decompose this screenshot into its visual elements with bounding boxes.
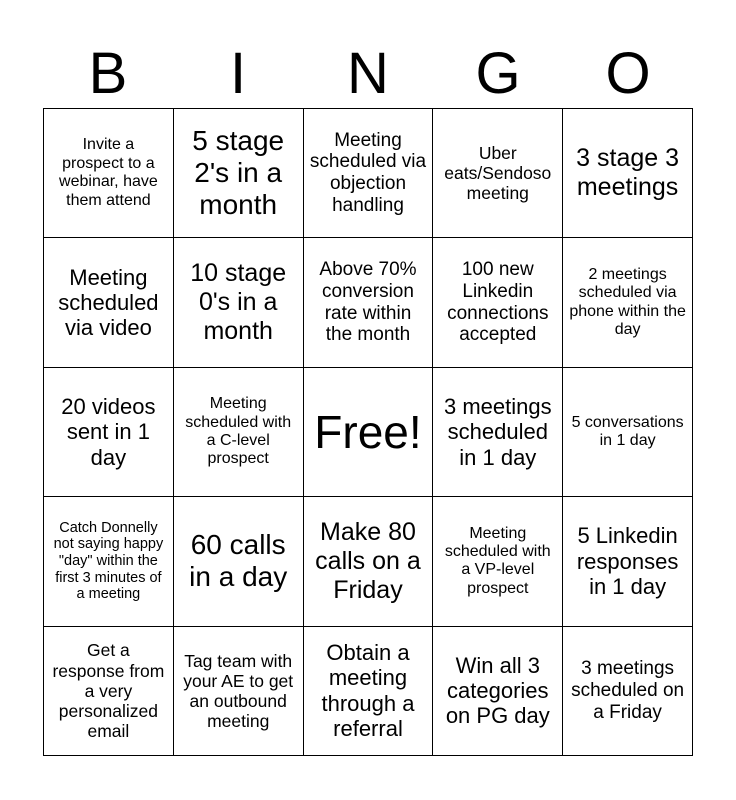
cell-text: 20 videos sent in 1 day bbox=[61, 394, 156, 470]
cell-text: Above 70% conversion rate within the month bbox=[319, 258, 417, 346]
cell-text: 60 calls in a day bbox=[189, 529, 288, 593]
bingo-cell-r5c3[interactable] bbox=[304, 627, 434, 756]
bingo-cell-r2c1[interactable] bbox=[44, 238, 174, 367]
header-letter-n: N bbox=[347, 41, 389, 106]
cell-text: Invite a prospect to a webinar, have them attend bbox=[59, 136, 158, 209]
cell-text: 2 meetings scheduled via phone within the day bbox=[569, 265, 686, 338]
cell-text: 3 stage 3 meetings bbox=[576, 144, 680, 202]
bingo-cell-r5c5[interactable] bbox=[563, 627, 693, 756]
bingo-cell-r4c3[interactable] bbox=[304, 497, 434, 626]
cell-text: 10 stage 0's in a month bbox=[190, 259, 287, 345]
bingo-cell-r5c1[interactable] bbox=[44, 627, 174, 756]
bingo-cell-r1c1[interactable] bbox=[44, 109, 174, 238]
bingo-grid bbox=[43, 108, 693, 756]
cell-text: Tag team with your AE to get an outbound meeting bbox=[183, 650, 294, 731]
cell-text: 3 meetings scheduled in 1 day bbox=[443, 394, 552, 470]
header-letter-g: G bbox=[475, 41, 521, 106]
cell-text: Meeting scheduled with a C-level prospect bbox=[185, 395, 292, 468]
bingo-cell-r3c5[interactable] bbox=[563, 368, 693, 497]
bingo-cell-r5c4[interactable] bbox=[433, 627, 563, 756]
bingo-cell-r3c1[interactable] bbox=[44, 368, 174, 497]
cell-text: Meeting scheduled via objection handling bbox=[309, 129, 427, 217]
cell-text: Win all 3 categories on PG day bbox=[445, 652, 550, 729]
bingo-cell-r1c4[interactable] bbox=[433, 109, 563, 238]
bingo-cell-r2c5[interactable] bbox=[563, 238, 693, 367]
bingo-cell-r4c1[interactable] bbox=[44, 497, 174, 626]
cell-text: 5 conversations in 1 day bbox=[571, 413, 684, 449]
bingo-cell-r1c5[interactable] bbox=[563, 109, 693, 238]
cell-text: Obtain a meeting through a referral bbox=[321, 640, 415, 742]
cell-text: 5 Linkedin responses in 1 day bbox=[576, 523, 679, 600]
cell-text: Make 80 calls on a Friday bbox=[315, 518, 421, 604]
bingo-cell-r1c3[interactable] bbox=[304, 109, 434, 238]
header-letter-o: O bbox=[605, 41, 651, 106]
cell-text: Meeting scheduled with a VP-level prospect bbox=[444, 524, 551, 597]
bingo-cell-r2c4[interactable] bbox=[433, 238, 563, 367]
bingo-cell-r4c4[interactable] bbox=[433, 497, 563, 626]
bingo-header bbox=[43, 40, 693, 108]
cell-text: Get a response from a very personalized email bbox=[52, 640, 165, 741]
bingo-cell-r4c5[interactable] bbox=[563, 497, 693, 626]
header-letter-b: B bbox=[88, 41, 128, 106]
bingo-cell-r3c2[interactable] bbox=[174, 368, 304, 497]
cell-text: 100 new Linkedin connections accepted bbox=[447, 258, 549, 346]
cell-text: Catch Donnelly not saying happy "day" within the first 3 minutes of a meeting bbox=[53, 519, 164, 603]
free-space-text: Free! bbox=[314, 405, 422, 458]
bingo-cell-r3c4[interactable] bbox=[433, 368, 563, 497]
bingo-cell-r4c2[interactable] bbox=[174, 497, 304, 626]
bingo-cell-r2c2[interactable] bbox=[174, 238, 304, 367]
bingo-cell-r2c3[interactable] bbox=[304, 238, 434, 367]
bingo-cell-r5c2[interactable] bbox=[174, 627, 304, 756]
header-letter-i: I bbox=[229, 41, 247, 106]
cell-text: 5 stage 2's in a month bbox=[192, 124, 285, 221]
cell-text: Uber eats/Sendoso meeting bbox=[444, 143, 552, 204]
bingo-cell-free[interactable] bbox=[304, 368, 434, 497]
cell-text: 3 meetings scheduled on a Friday bbox=[571, 658, 685, 723]
bingo-cell-r1c2[interactable] bbox=[174, 109, 304, 238]
cell-text: Meeting scheduled via video bbox=[58, 264, 159, 341]
